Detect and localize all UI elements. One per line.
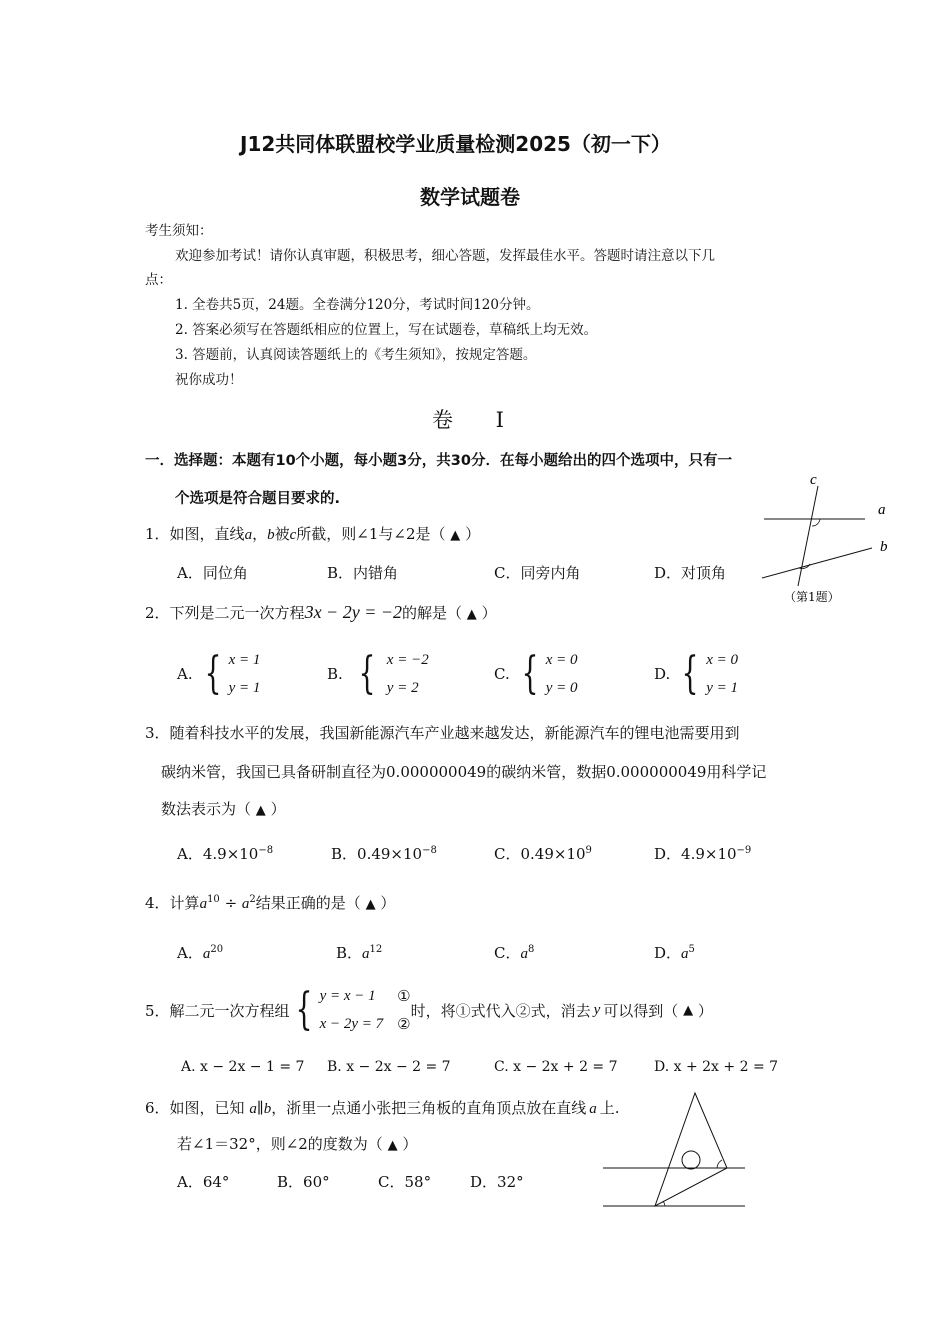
q6-option-b: B．60° — [277, 1173, 330, 1191]
q3-option-c: C．$0.49\times 10^9$ — [494, 845, 592, 863]
q3-option-b: B．$0.49\times 10^{-8}$ — [331, 845, 437, 863]
q6-number: 6． — [145, 1099, 170, 1117]
section1-line2: 个选项是符合题目要求的. — [175, 491, 341, 507]
triangle-hole — [682, 1151, 700, 1169]
q2-equation: 3x − 2y = −2 — [304, 602, 402, 622]
q5-option-b: B. x − 2x − 2 = 7 — [327, 1059, 451, 1075]
q6-option-c: C．58° — [378, 1173, 432, 1191]
q6-line2: 若∠1＝32°，则∠2的度数为（ ▲ ） — [177, 1135, 418, 1153]
q1-option-a: A．同位角 — [177, 564, 248, 582]
q2-number: 2． — [145, 604, 170, 622]
line-b — [762, 548, 872, 578]
q3-line3: 数法表示为（ ▲ ） — [161, 800, 286, 818]
q5-stem: 5． 解二元一次方程组 { y = x − 1 x − 2y = 7 ① ② 时，将①式代入②式，消去 y 可以得到（ ▲ ） — [145, 984, 713, 1035]
label-a: a — [878, 502, 886, 518]
answer-mark: ▲ — [450, 528, 461, 543]
q5-option-c: C. x − 2x + 2 = 7 — [494, 1059, 618, 1075]
q1-stem: 1．如图，直线a，b被c所截，则∠1与∠2是（ ▲ ） — [145, 525, 481, 543]
q6-line1: 6．如图，已知 a∥b，浙里一点通小张把三角板的直角顶点放在直线 a 上. — [145, 1099, 620, 1117]
q2-option-a: A. { x = 1 y = 1 — [177, 648, 261, 699]
angle-1-arc — [717, 1160, 722, 1168]
q3-line2: 碳纳米管，我国已具备研制直径为0.000000049的碳纳米管，数据0.000000049用科学记 — [161, 763, 767, 781]
answer-mark: ▲ — [255, 803, 266, 818]
answer-mark: ▲ — [365, 897, 376, 912]
notice-heading: 考生须知： — [145, 223, 213, 239]
q4-number: 4． — [145, 894, 170, 912]
notice-item-1: 1. 全卷共5页，24题。全卷满分120分，考试时间120分钟。 — [175, 297, 540, 313]
answer-mark: ▲ — [683, 1002, 694, 1018]
label-b: b — [880, 539, 888, 555]
q4-option-a: A．$a^{20}$ — [177, 944, 224, 962]
notice-intro-line1: 欢迎参加考试！请你认真审题，积极思考，细心答题，发挥最佳水平。答题时请注意以下几 — [175, 248, 715, 264]
q4-option-c: C．$a^8$ — [494, 944, 535, 962]
figure-6 — [595, 1090, 755, 1215]
paper-subtitle: 数学试题卷 — [420, 185, 520, 209]
section1-line1: 一．选择题：本题有10个小题，每小题3分，共30分．在每小题给出的四个选项中，只有一 — [145, 453, 732, 469]
volume-heading: 卷 I — [432, 408, 522, 432]
q4-stem: 4．计算$a^{10} \div a^2$结果正确的是（ ▲ ） — [145, 894, 396, 912]
answer-mark: ▲ — [466, 607, 477, 622]
q6-option-a: A．64° — [177, 1173, 230, 1191]
q3-option-a: A．$4.9\times 10^{-8}$ — [177, 845, 274, 863]
q2-option-c: C. { x = 0 y = 0 — [494, 648, 578, 699]
figure-1 — [750, 468, 940, 608]
notice-intro-line2: 点： — [145, 272, 172, 288]
q1-number: 1． — [145, 525, 170, 543]
q5-number: 5． — [145, 1001, 170, 1020]
q1-option-d: D．对顶角 — [654, 564, 727, 582]
triangle-ruler — [655, 1093, 727, 1206]
q2-option-b: B. { x = −2 y = 2 — [327, 648, 429, 699]
q1-option-c: C．同旁内角 — [494, 564, 581, 582]
q5-option-d: D. x + 2x + 2 = 7 — [654, 1059, 779, 1075]
q2-option-d: D. { x = 0 y = 1 — [654, 648, 739, 699]
answer-mark: ▲ — [387, 1138, 398, 1153]
q6-option-d: D．32° — [470, 1173, 524, 1191]
q4-option-b: B．$a^{12}$ — [336, 944, 383, 962]
notice-wish: 祝你成功！ — [175, 372, 243, 388]
notice-item-2: 2. 答案必须写在答题纸相应的位置上，写在试题卷，草稿纸上均无效。 — [175, 322, 598, 338]
exam-title: J12共同体联盟校学业质量检测2025（初一下） — [240, 132, 671, 156]
q5-option-a: A. x − 2x − 1 = 7 — [181, 1059, 305, 1075]
notice-item-3: 3. 答题前，认真阅读答题纸上的《考生须知》，按规定答题。 — [175, 347, 537, 363]
q2-stem: 2．下列是二元一次方程3x − 2y = −2的解是（ ▲ ） — [145, 602, 497, 622]
q3-line1: 3．随着科技水平的发展，我国新能源汽车产业越来越发达，新能源汽车的锂电池需要用到 — [145, 724, 740, 742]
q3-option-d: D．$4.9\times 10^{-9}$ — [654, 845, 752, 863]
angle-1-arc — [812, 519, 820, 526]
line-c — [798, 486, 818, 586]
label-c: c — [810, 472, 817, 488]
figure-1-caption: （第1题） — [784, 590, 840, 604]
q3-number: 3． — [145, 724, 170, 742]
q1-option-b: B．内错角 — [327, 564, 399, 582]
q4-option-d: D．$a^5$ — [654, 944, 695, 962]
